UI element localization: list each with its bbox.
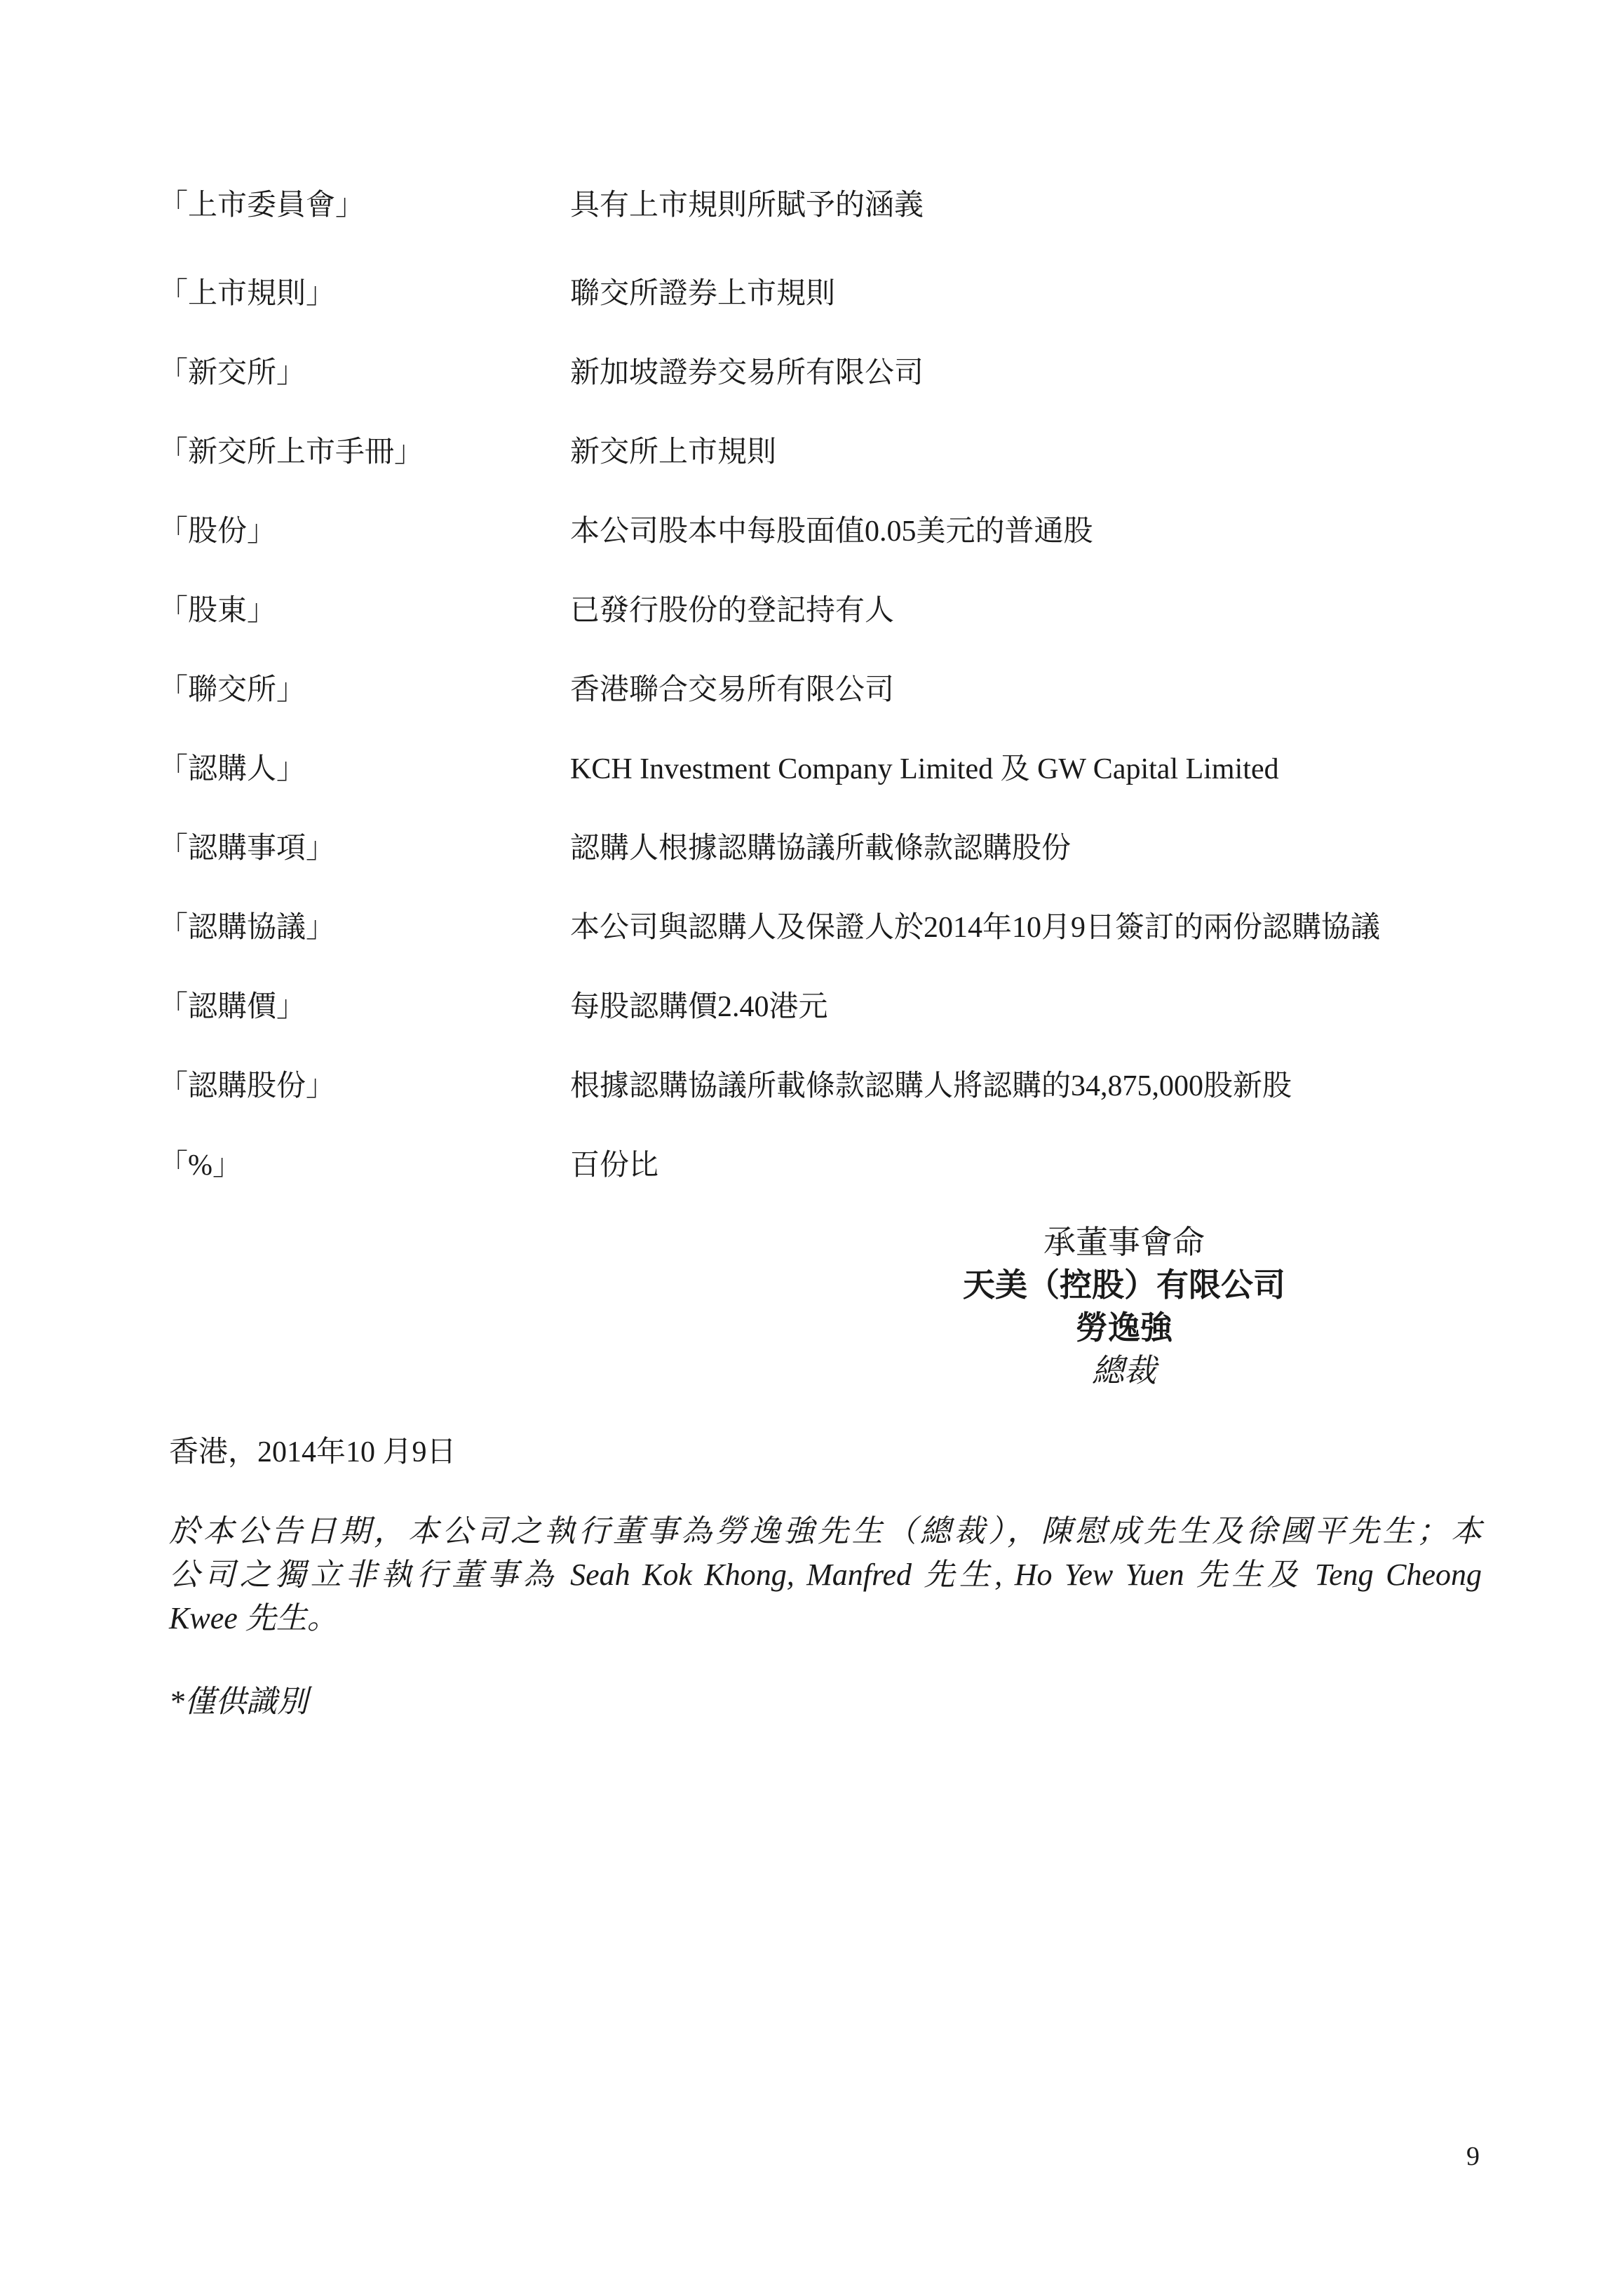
definition-row — [0, 669, 1622, 748]
definition-row — [0, 986, 1622, 1065]
definition-term: 「股東」 — [158, 595, 277, 627]
page-number: 9 — [1466, 2142, 1480, 2171]
definition-term: 「%」 — [158, 1149, 242, 1182]
definition-term: 「認購價」 — [158, 991, 306, 1023]
directors-note-line: 於本公告日期，本公司之執行董事為勞逸強先生（總裁），陳慰成先生及徐國平先生；本 — [169, 1514, 1482, 1548]
definition-row — [0, 273, 1622, 352]
signature-block — [879, 1221, 1370, 1392]
definition-meaning: 香港聯合交易所有限公司 — [570, 674, 895, 706]
definition-meaning: 本公司股本中每股面值0.05美元的普通股 — [570, 515, 1093, 548]
definition-row — [0, 431, 1622, 511]
definition-term: 「聯交所」 — [158, 674, 306, 706]
definition-term: 「認購人」 — [158, 753, 306, 785]
signature-title: 總裁 — [1092, 1353, 1156, 1389]
definition-row — [0, 748, 1622, 828]
definition-term: 「新交所」 — [158, 357, 306, 389]
directors-note-line: Kwee 先生。 — [169, 1601, 338, 1635]
definition-row — [0, 590, 1622, 669]
definition-meaning: 已發行股份的登記持有人 — [570, 595, 895, 627]
definition-row — [0, 1065, 1622, 1144]
definition-row — [0, 352, 1622, 431]
directors-note-line: 公司之獨立非執行董事為 Seah Kok Khong, Manfred 先生, Ho Yew Yuen 先生及 Teng Cheong — [169, 1558, 1482, 1592]
definition-term: 「認購事項」 — [158, 832, 336, 865]
signature-name: 勞逸強 — [1076, 1309, 1172, 1346]
definition-term: 「上市委員會」 — [158, 189, 365, 222]
definition-meaning: 每股認購價2.40港元 — [570, 991, 828, 1023]
definition-term: 「認購協議」 — [158, 912, 336, 944]
definition-term: 「新交所上市手冊」 — [158, 436, 424, 468]
definition-row — [0, 907, 1622, 986]
definition-meaning: 新加坡證券交易所有限公司 — [570, 357, 924, 389]
definition-row — [0, 828, 1622, 907]
definition-meaning: 認購人根據認購協議所載條款認購股份 — [570, 832, 1072, 865]
definition-meaning: 百份比 — [570, 1149, 659, 1182]
definition-row — [0, 1144, 1622, 1224]
signature-company: 天美（控股）有限公司 — [963, 1267, 1285, 1303]
definition-term: 「股份」 — [158, 515, 277, 548]
definition-term: 「上市規則」 — [158, 278, 336, 310]
definition-term: 「認購股份」 — [158, 1070, 336, 1102]
definition-meaning: 新交所上市規則 — [570, 436, 777, 468]
definition-meaning: 聯交所證券上市規則 — [570, 278, 836, 310]
directors-note — [169, 1510, 1482, 1640]
definition-row — [0, 184, 1622, 273]
definition-row — [0, 511, 1622, 590]
date-line: 香港，2014年10 月9日 — [169, 1436, 457, 1468]
definition-meaning: 具有上市規則所賦予的涵義 — [570, 189, 924, 222]
footnote: *僅供識別 — [169, 1684, 308, 1719]
signature-on-behalf: 承董事會命 — [1043, 1224, 1205, 1260]
definition-meaning: KCH Investment Company Limited 及 GW Capital Limited — [570, 753, 1279, 785]
definition-meaning: 本公司與認購人及保證人於2014年10月9日簽訂的兩份認購協議 — [570, 912, 1381, 944]
definitions-list — [0, 184, 1622, 1224]
definition-meaning: 根據認購協議所載條款認購人將認購的34,875,000股新股 — [570, 1070, 1292, 1102]
